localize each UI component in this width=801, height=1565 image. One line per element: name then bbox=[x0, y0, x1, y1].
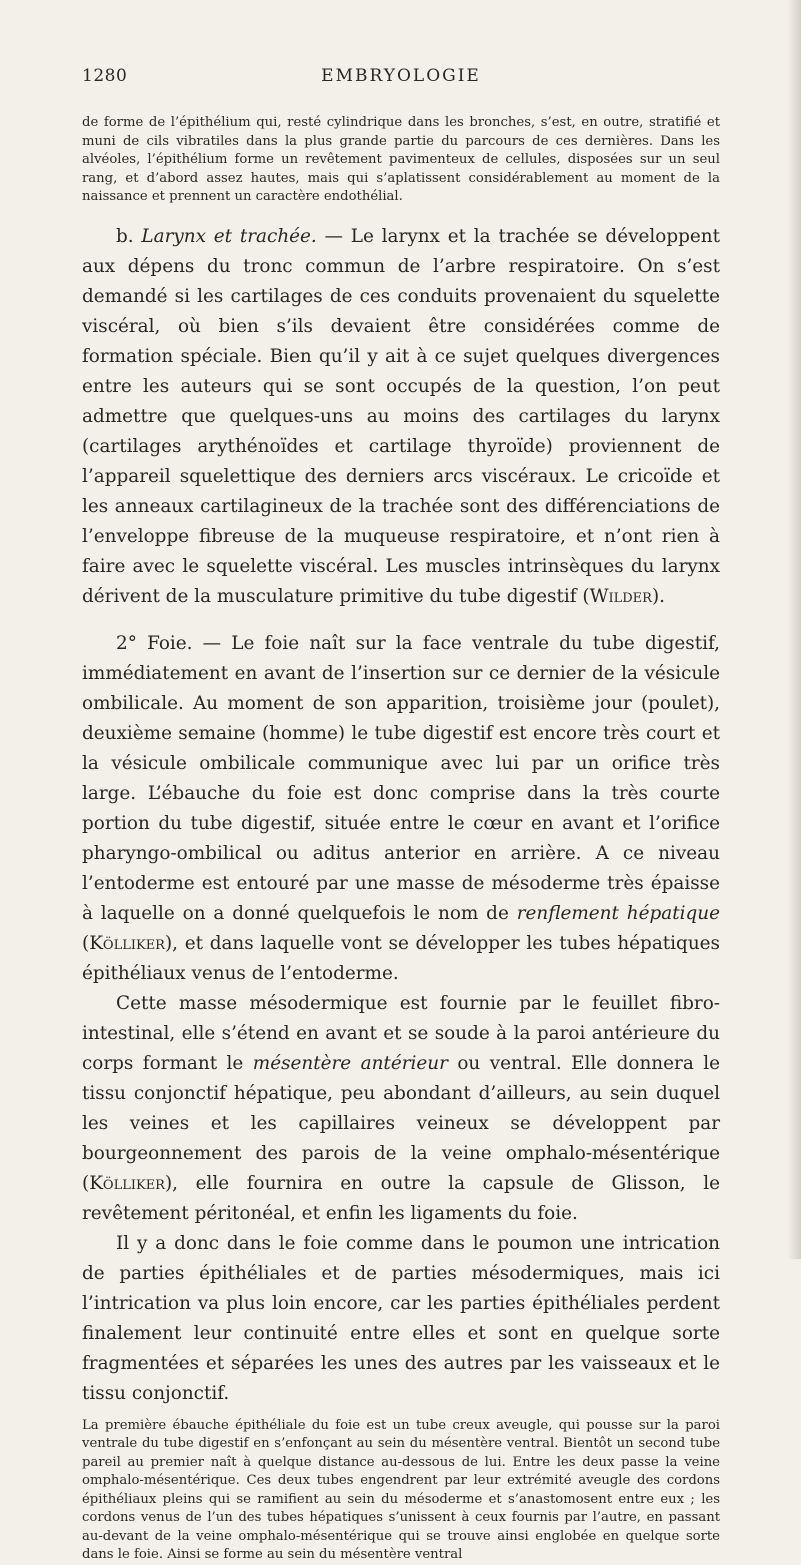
author-citation: Kölliker bbox=[89, 1172, 165, 1194]
term-renflement-hepatique: renflement hépatique bbox=[516, 902, 720, 924]
paragraph-premiere-ebauche: La première ébauche épithéliale du foie est un tube creux aveugle, qui pousse sur la paroi ventrale du tube digestif en s’enfonçant au sein du mésentère ventral. Bientôt un second tube pareil au premier naît à quelque distance au-dessous de lui. Entre les deux passe la veine omphalo-mésentérique. Ces deux tubes engendrent par leur extrémité aveugle des cordons épithéliaux pleins qui se ramifient au sein du mésoderme et s’anastomosent entre eux ; les cordons venus de l’un des tubes hépatiques s’unissent à ceux fournis par l’autre, en passant au-devant de la veine omphalo-mésentérique qui se trouve ainsi englobée en quelque sorte dans le foie. Ainsi se forme au sein du mésentère ventral bbox=[82, 1417, 720, 1562]
paragraph-larynx-text: — Le larynx et la trachée se développent aux dépens du tronc commun de l’arbre respiratoire. On s’est demandé si les cartilages de ces conduits provenaient du squelette viscéral, où bien s’ils devaient être considérées comme de formation spéciale. Bien qu’il y ait à ce sujet quelques divergences entre les auteurs qui se sont occupés de la question, l’on peut admettre que quelques-uns au moins des cartilages du larynx (cartilages arythénoïdes et cartilage thyroïde) proviennent de l’appareil squelettique des derniers arcs viscéraux. Le cricoïde et les anneaux cartilagineux de la trachée sont des différenciations de l’enveloppe fibreuse de la muqueuse respiratoire, et n’ont rien à faire avec le squelette viscéral. Les muscles intrinsèques du larynx dérivent de la musculature primitive du tube digestif ( bbox=[82, 225, 720, 607]
term-mesentere-anterieur: mésentère antérieur bbox=[252, 1052, 448, 1074]
section-letter: b. bbox=[116, 225, 142, 247]
paragraph-intrication: Il y a donc dans le foie comme dans le poumon une intrication de parties épithéliales et de parties mésodermiques, mais ici l’intrication va plus loin encore, car les parties épithéliales perdent finalement leur continuité entre elles et sont en quelque sorte fragmentées et séparées les unes des autres par les vaisseaux et le tissu conjonctif. bbox=[82, 1232, 720, 1404]
paragraph-mesoderm bbox=[82, 989, 720, 1229]
page-body bbox=[82, 114, 720, 1565]
paragraph-foie-text-3: ), et dans laquelle vont se développer les tubes hépatiques épithéliaux venus de l’entoderme. bbox=[82, 932, 720, 984]
page-number: 1280 bbox=[82, 66, 128, 86]
paragraph-foie-text-1: — Le foie naît sur la face ventrale du tube digestif, immédiatement en avant de l’insertion sur ce dernier de la vésicule ombilicale. Au moment de son apparition, troisième jour (poulet), deuxième semaine (homme) le tube digestif est encore très court et la vésicule ombilicale communique avec lui par un orifice très large. L’ébauche du foie est donc comprise dans la très courte portion du tube digestif, située entre le cœur en avant et l’orifice pharyngo-ombilical ou aditus anterior en arrière. A ce niveau l’entoderme est entouré par une masse de mésoderme très épaisse à laquelle on a donné quelquefois le nom de bbox=[82, 632, 720, 924]
paragraph-mesoderm-text-3: ), elle fournira en outre la capsule de Glisson, le revêtement péritonéal, et enfin les ligaments du foie. bbox=[82, 1172, 720, 1224]
section-heading-larynx: Larynx et trachée. bbox=[141, 225, 317, 247]
author-citation: Wilder bbox=[589, 585, 652, 607]
paragraph-mesoderm-text-2: ou ventral. Elle donnera le tissu conjonctif hépatique, peu abondant d’ailleurs, au sein duquel les veines et les capillaires veineux se développent par bourgeonnement des parois de la veine omphalo-mésentérique ( bbox=[82, 1052, 720, 1194]
paragraph-epithelium: de forme de l’épithélium qui, resté cylindrique dans les bronches, s’est, en outre, stratifié et muni de cils vibratiles dans la plus grande partie du parcours de ces dernières. Dans les alvéoles, l’épithélium forme un revêtement pavimenteux de cellules, disposées sur un seul rang, et d’abord assez hautes, mais qui s’aplatissent considérablement au moment de la naissance et prennent un caractère endothélial. bbox=[82, 115, 720, 204]
paragraph-larynx bbox=[82, 222, 720, 612]
paragraph-foie-text-2: ( bbox=[82, 932, 90, 954]
author-citation: Kölliker bbox=[89, 932, 165, 954]
page-header bbox=[82, 66, 720, 90]
paragraph-larynx-end: ). bbox=[651, 585, 665, 607]
section-heading-foie: 2° Foie. bbox=[116, 632, 193, 654]
running-title: EMBRYOLOGIE bbox=[321, 66, 481, 86]
paragraph-mesoderm-text-1: Cette masse mésodermique est fournie par le feuillet fibro-intestinal, elle s’étend en avant et se soude à la paroi antérieure du corps formant le bbox=[82, 992, 720, 1074]
paragraph-foie bbox=[82, 629, 720, 989]
page-edge-shadow bbox=[787, 0, 801, 1259]
